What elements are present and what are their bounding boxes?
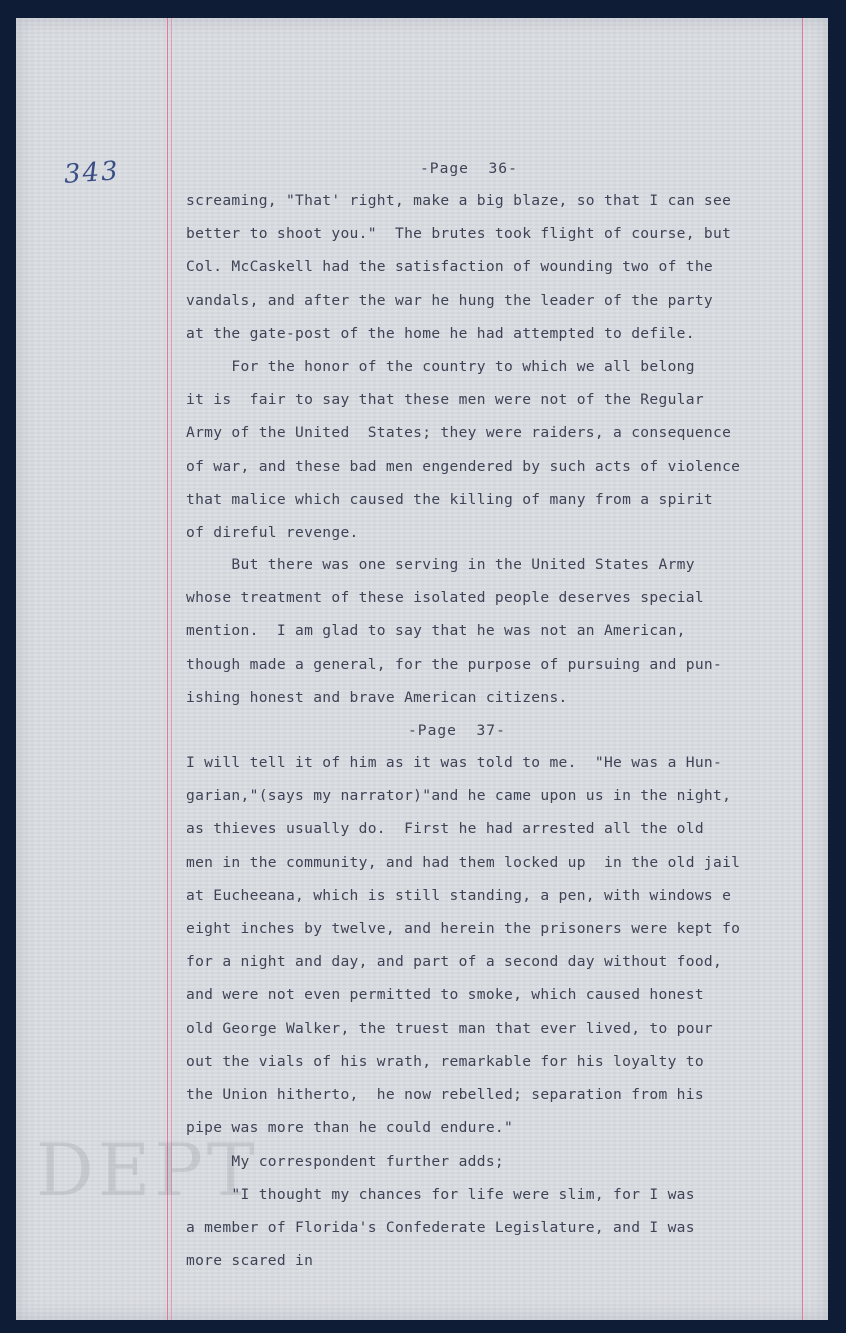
text-line: though made a general, for the purpose of pursuing and pun- [186,655,723,673]
typescript-page [16,18,828,1320]
text-line: But there was one serving in the United States Army [186,556,695,573]
text-line: whose treatment of these isolated people deserves special [186,589,704,607]
text-line: as thieves usually do. First he had arrested all the old [186,820,704,838]
left-margin-rule-secondary [171,18,172,1320]
handwritten-page-number: 343 [63,156,121,190]
text-line: it is fair to say that these men were not of the Regular [186,391,704,409]
left-margin-rule [167,18,168,1320]
text-line: that malice which caused the killing of many from a spirit [186,490,713,508]
text-line: for a night and day, and part of a second day without food, [186,953,723,971]
text-line: at the gate-post of the home he had attempted to defile. [186,324,695,342]
text-line: garian,"(says my narrator)"and he came upon us in the night, [186,787,732,805]
text-line: a member of Florida's Confederate Legislature, and I was [186,1219,695,1237]
right-margin-rule [802,18,803,1320]
text-line: old George Walker, the truest man that ever lived, to pour [186,1019,713,1037]
text-line: of direful revenge. [186,524,359,541]
text-line: Col. McCaskell had the satisfaction of wounding two of the [186,258,713,276]
text-line: screaming, "That' right, make a big blaze, so that I can see [186,192,732,209]
text-line: "I thought my chances for life were slim, for I was [186,1186,695,1203]
page-heading: -Page 36- [420,160,518,177]
text-line: the Union hitherto, he now rebelled; separation from his [186,1086,704,1103]
text-line: of war, and these bad men engendered by such acts of violence [186,457,741,475]
text-line: better to shoot you." The brutes took flight of course, but [186,225,732,243]
text-line: vandals, and after the war he hung the leader of the party [186,291,713,309]
text-line: eight inches by twelve, and herein the prisoners were kept fo [186,920,741,937]
text-line: more scared in [186,1252,314,1270]
text-line: For the honor of the country to which we all belong [186,358,695,375]
page-heading: -Page 37- [408,722,506,739]
text-line: pipe was more than he could endure." [186,1119,514,1137]
text-line: ishing honest and brave American citizens. [186,688,568,706]
text-line: and were not even permitted to smoke, which caused honest [186,986,704,1004]
text-line: I will tell it of him as it was told to me. "He was a Hun- [186,754,723,771]
text-line: My correspondent further adds; [186,1153,505,1170]
text-line: at Eucheeana, which is still standing, a pen, with windows e [186,886,732,904]
text-line: Army of the United States; they were raiders, a consequence [186,424,732,442]
text-line: men in the community, and had them locked up in the old jail [186,853,741,871]
text-line: out the vials of his wrath, remarkable for his loyalty to [186,1052,704,1070]
faded-stamp-watermark: DEPT [36,1128,259,1212]
text-line: mention. I am glad to say that he was not an American, [186,622,686,640]
